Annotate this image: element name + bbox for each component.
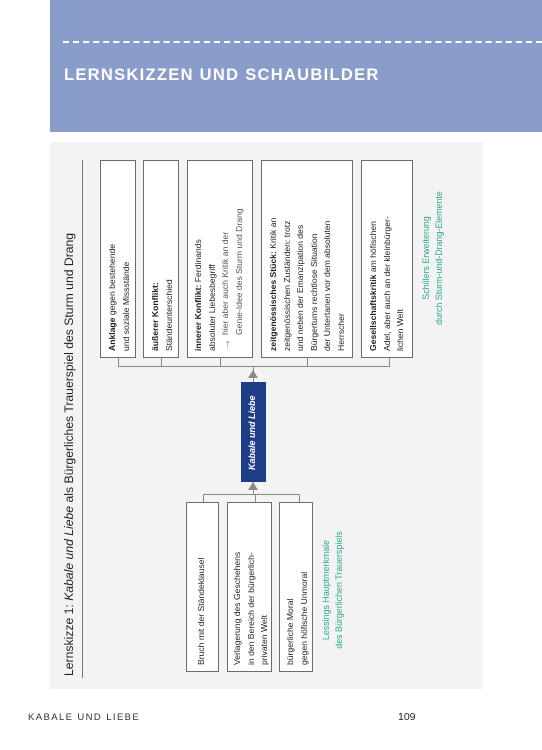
center-box xyxy=(241,382,266,482)
title-italic: Kabale und Liebe xyxy=(62,505,76,601)
box-verlagerung: Verlagerung des Geschehens in den Bereich der bürgerlich- privaten Welt xyxy=(227,502,272,672)
footer-book-title: KABALE UND LIEBE xyxy=(28,712,141,723)
arrow-up-icon xyxy=(248,370,258,378)
box-anklage: Anklage gegen bestehende und soziale Missstände xyxy=(100,160,136,358)
box-buergerliche-moral: bürgerliche Moral gegen höfische Unmoral xyxy=(279,502,313,672)
arrow-right-icon: → xyxy=(218,338,233,351)
arrow-up-icon-lower xyxy=(248,482,258,490)
box-aeusserer-konflikt: äußerer Konflikt: Ständeunterschied xyxy=(143,160,179,358)
title-prefix: Lernskizze 1: xyxy=(62,600,76,676)
header-dashed-line xyxy=(63,41,542,43)
box-innerer-konflikt: innerer Konflikt: Ferdinands absoluter Liebesbegriff → hier aber auch Kritik an der Genie-Idee des Sturm und Drang xyxy=(187,160,253,358)
box-staendeklausel: Bruch mit der Ständeklausel xyxy=(186,502,219,672)
top-bracket-line xyxy=(118,366,390,367)
diagram-title xyxy=(62,233,76,676)
page-number: 109 xyxy=(398,711,416,723)
caption-lessing: Lessings Hauptmerkmale des Bürgerlichen Trauerspiels xyxy=(321,531,344,649)
caption-schiller: Schillers Erweiterung durch Sturm-und-Drang-Elemente xyxy=(421,191,444,325)
page-header-title: LERNSKIZZEN UND SCHAUBILDER xyxy=(64,66,380,84)
box-zeitgenoessisches-stueck: zeitgenössisches Stück: Kritik an zeitgenössischen Zuständen: trotz und neben der Emanzipation des Bürgertums rechtlose Situation der Untertanen vor dem absoluten Herrscher xyxy=(261,160,353,358)
title-underline xyxy=(82,160,83,678)
bottom-bracket-line xyxy=(203,494,300,495)
center-label: Kabale und Liebe xyxy=(247,395,257,470)
box-gesellschaftskritik: Gesellschaftskritik am höfischen Adel, aber auch an der kleinbürger- lichen Welt xyxy=(361,160,413,358)
title-suffix: als Bürgerliches Trauerspiel des Sturm und Drang xyxy=(62,232,76,506)
